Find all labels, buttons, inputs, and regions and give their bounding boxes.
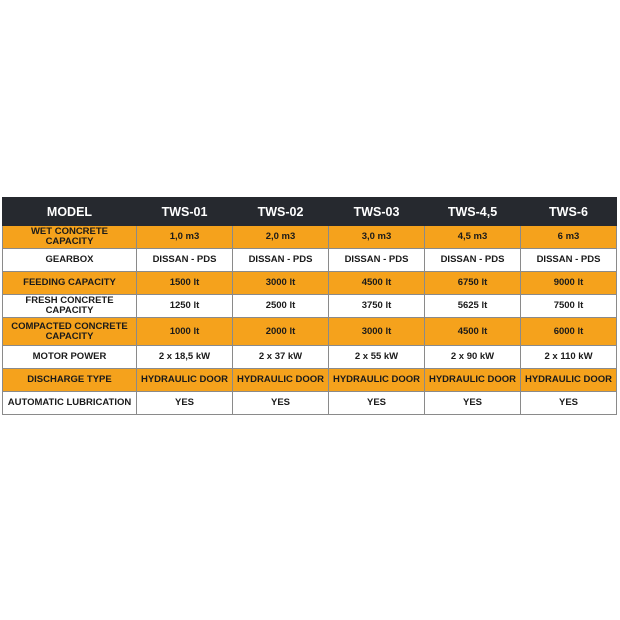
row-label: COMPACTED CONCRETE CAPACITY bbox=[3, 318, 137, 346]
table-row-compacted-concrete-capacity bbox=[3, 318, 617, 346]
table-row-fresh-concrete-capacity bbox=[3, 295, 617, 318]
table-cell: 2000 lt bbox=[233, 318, 329, 346]
table-cell: 2 x 37 kW bbox=[233, 346, 329, 369]
header-model-tws-01: TWS-01 bbox=[137, 198, 233, 226]
table-cell: YES bbox=[425, 392, 521, 415]
table-cell: 5625 lt bbox=[425, 295, 521, 318]
table-cell: HYDRAULIC DOOR bbox=[425, 369, 521, 392]
table-cell: YES bbox=[329, 392, 425, 415]
row-label: MOTOR POWER bbox=[3, 346, 137, 369]
table-cell: DISSAN - PDS bbox=[329, 249, 425, 272]
table-cell: 2,0 m3 bbox=[233, 226, 329, 249]
table-row-motor-power bbox=[3, 346, 617, 369]
table-header bbox=[3, 198, 617, 226]
table-cell: 1,0 m3 bbox=[137, 226, 233, 249]
table-cell: 1250 lt bbox=[137, 295, 233, 318]
table-row-gearbox bbox=[3, 249, 617, 272]
row-label: FEEDING CAPACITY bbox=[3, 272, 137, 295]
table-cell: 3750 lt bbox=[329, 295, 425, 318]
table-cell: 1000 lt bbox=[137, 318, 233, 346]
row-label: FRESH CONCRETE CAPACITY bbox=[3, 295, 137, 318]
table-cell: 3,0 m3 bbox=[329, 226, 425, 249]
table-cell: 6000 lt bbox=[521, 318, 617, 346]
table-cell: 2 x 55 kW bbox=[329, 346, 425, 369]
spec-table bbox=[2, 197, 617, 415]
row-label: AUTOMATIC LUBRICATION bbox=[3, 392, 137, 415]
table-cell: 7500 lt bbox=[521, 295, 617, 318]
header-model-tws-03: TWS-03 bbox=[329, 198, 425, 226]
table-cell: 1500 lt bbox=[137, 272, 233, 295]
table-row-feeding-capacity bbox=[3, 272, 617, 295]
row-label: DISCHARGE TYPE bbox=[3, 369, 137, 392]
table-cell: DISSAN - PDS bbox=[521, 249, 617, 272]
table-row-discharge-type bbox=[3, 369, 617, 392]
table-cell: 2 x 18,5 kW bbox=[137, 346, 233, 369]
table-cell: YES bbox=[137, 392, 233, 415]
table-cell: 6750 lt bbox=[425, 272, 521, 295]
header-row bbox=[3, 198, 617, 226]
header-model-tws-4-5: TWS-4,5 bbox=[425, 198, 521, 226]
table-cell: HYDRAULIC DOOR bbox=[137, 369, 233, 392]
row-label: GEARBOX bbox=[3, 249, 137, 272]
table-cell: 2 x 90 kW bbox=[425, 346, 521, 369]
table-cell: HYDRAULIC DOOR bbox=[233, 369, 329, 392]
table-cell: DISSAN - PDS bbox=[233, 249, 329, 272]
table-cell: YES bbox=[521, 392, 617, 415]
table-cell: 4500 lt bbox=[329, 272, 425, 295]
table-cell: DISSAN - PDS bbox=[137, 249, 233, 272]
header-label-model: MODEL bbox=[3, 198, 137, 226]
table-cell: 3000 lt bbox=[329, 318, 425, 346]
table-cell: YES bbox=[233, 392, 329, 415]
table-cell: 2 x 110 kW bbox=[521, 346, 617, 369]
header-model-tws-02: TWS-02 bbox=[233, 198, 329, 226]
table-cell: HYDRAULIC DOOR bbox=[329, 369, 425, 392]
row-label: WET CONCRETE CAPACITY bbox=[3, 226, 137, 249]
table-cell: 2500 lt bbox=[233, 295, 329, 318]
table-row-wet-concrete-capacity bbox=[3, 226, 617, 249]
table-cell: 4500 lt bbox=[425, 318, 521, 346]
table-cell: 9000 lt bbox=[521, 272, 617, 295]
table-cell: DISSAN - PDS bbox=[425, 249, 521, 272]
table-cell: 6 m3 bbox=[521, 226, 617, 249]
table-body bbox=[3, 226, 617, 415]
table-row-automatic-lubrication bbox=[3, 392, 617, 415]
table-cell: 4,5 m3 bbox=[425, 226, 521, 249]
table-cell: 3000 lt bbox=[233, 272, 329, 295]
header-model-tws-6: TWS-6 bbox=[521, 198, 617, 226]
table-cell: HYDRAULIC DOOR bbox=[521, 369, 617, 392]
